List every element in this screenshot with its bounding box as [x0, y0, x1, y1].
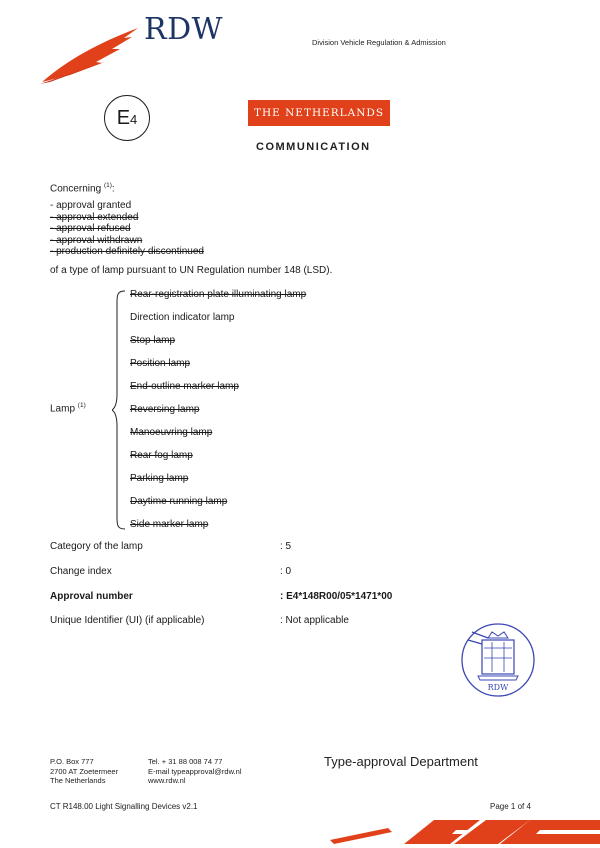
website: www.rdw.nl: [148, 776, 186, 785]
lamp-option: Rear fog lamp: [130, 450, 193, 461]
category-label: Category of the lamp: [50, 541, 143, 552]
concerning-colon: :: [111, 183, 115, 195]
status-item: - production definitely discontinued: [50, 246, 204, 257]
lamp-option: Stop lamp: [130, 335, 176, 346]
lamp-option: Reversing lamp: [130, 404, 200, 415]
rdw-seal-stamp-icon: [458, 618, 538, 698]
phone-number: Tel. + 31 88 008 74 77: [148, 757, 223, 766]
postal-address: [50, 757, 118, 786]
approval-number-label: Approval number: [50, 591, 133, 602]
lamp-option: Parking lamp: [130, 473, 189, 484]
category-value: : 5: [280, 541, 292, 552]
rdw-logo-text: RDW: [144, 12, 223, 47]
curly-brace-icon: [112, 290, 126, 530]
lamp-option: Position lamp: [130, 358, 191, 369]
department-name: Type-approval Department: [324, 754, 478, 769]
footnote-marker: (1): [103, 182, 112, 189]
status-item: - approval extended: [50, 211, 139, 223]
brand-stripes-icon: [330, 818, 600, 848]
e-mark-number: 4: [130, 112, 138, 127]
status-list: [50, 200, 204, 258]
status-item: - approval refused: [50, 223, 131, 234]
contact-info: [148, 757, 242, 786]
unique-identifier-label: Unique Identifier (UI) (if applicable): [50, 615, 205, 626]
lamp-label-text: Lamp: [50, 403, 76, 415]
change-index-value: : 0: [280, 566, 292, 577]
document-code: CT R148.00 Light Signalling Devices v2.1: [50, 802, 198, 811]
lamp-option: Rear-registration plate illuminating lamp: [130, 289, 307, 300]
rdw-wing-logo-icon: [40, 22, 140, 84]
concerning-label: [50, 182, 115, 194]
lamp-option: Manoeuvring lamp: [130, 427, 213, 438]
unique-identifier-value: : Not applicable: [280, 615, 349, 626]
lamp-label: [50, 402, 86, 414]
division-name: Division Vehicle Regulation & Admission: [312, 38, 446, 47]
address-line: The Netherlands: [50, 776, 106, 785]
lamp-option: Side marker lamp: [130, 519, 209, 530]
country-banner: THE NETHERLANDS: [248, 100, 390, 126]
lamp-option: Daytime running lamp: [130, 496, 228, 507]
lamp-option: End-outline marker lamp: [130, 381, 239, 392]
document-title: COMMUNICATION: [256, 141, 371, 153]
concerning-text: Concerning: [50, 183, 102, 195]
approval-number-value: : E4*148R00/05*1471*00: [280, 591, 393, 602]
e-mark-letter: E: [116, 107, 131, 129]
footnote-marker: (1): [77, 402, 86, 409]
address-line: 2700 AT Zoetermeer: [50, 766, 119, 776]
email-address: E-mail typeapproval@rdw.nl: [148, 766, 242, 776]
lamp-option: Direction indicator lamp: [130, 312, 235, 323]
status-item: - approval granted: [50, 200, 132, 211]
e-mark-circle: [104, 95, 150, 141]
change-index-label: Change index: [50, 566, 112, 577]
regulation-statement: of a type of lamp pursuant to UN Regulation number 148 (LSD).: [50, 265, 333, 276]
status-item: - approval withdrawn: [50, 234, 143, 246]
address-line: P.O. Box 777: [50, 757, 94, 766]
page-number: Page 1 of 4: [490, 802, 531, 811]
seal-text: RDW: [487, 683, 509, 692]
